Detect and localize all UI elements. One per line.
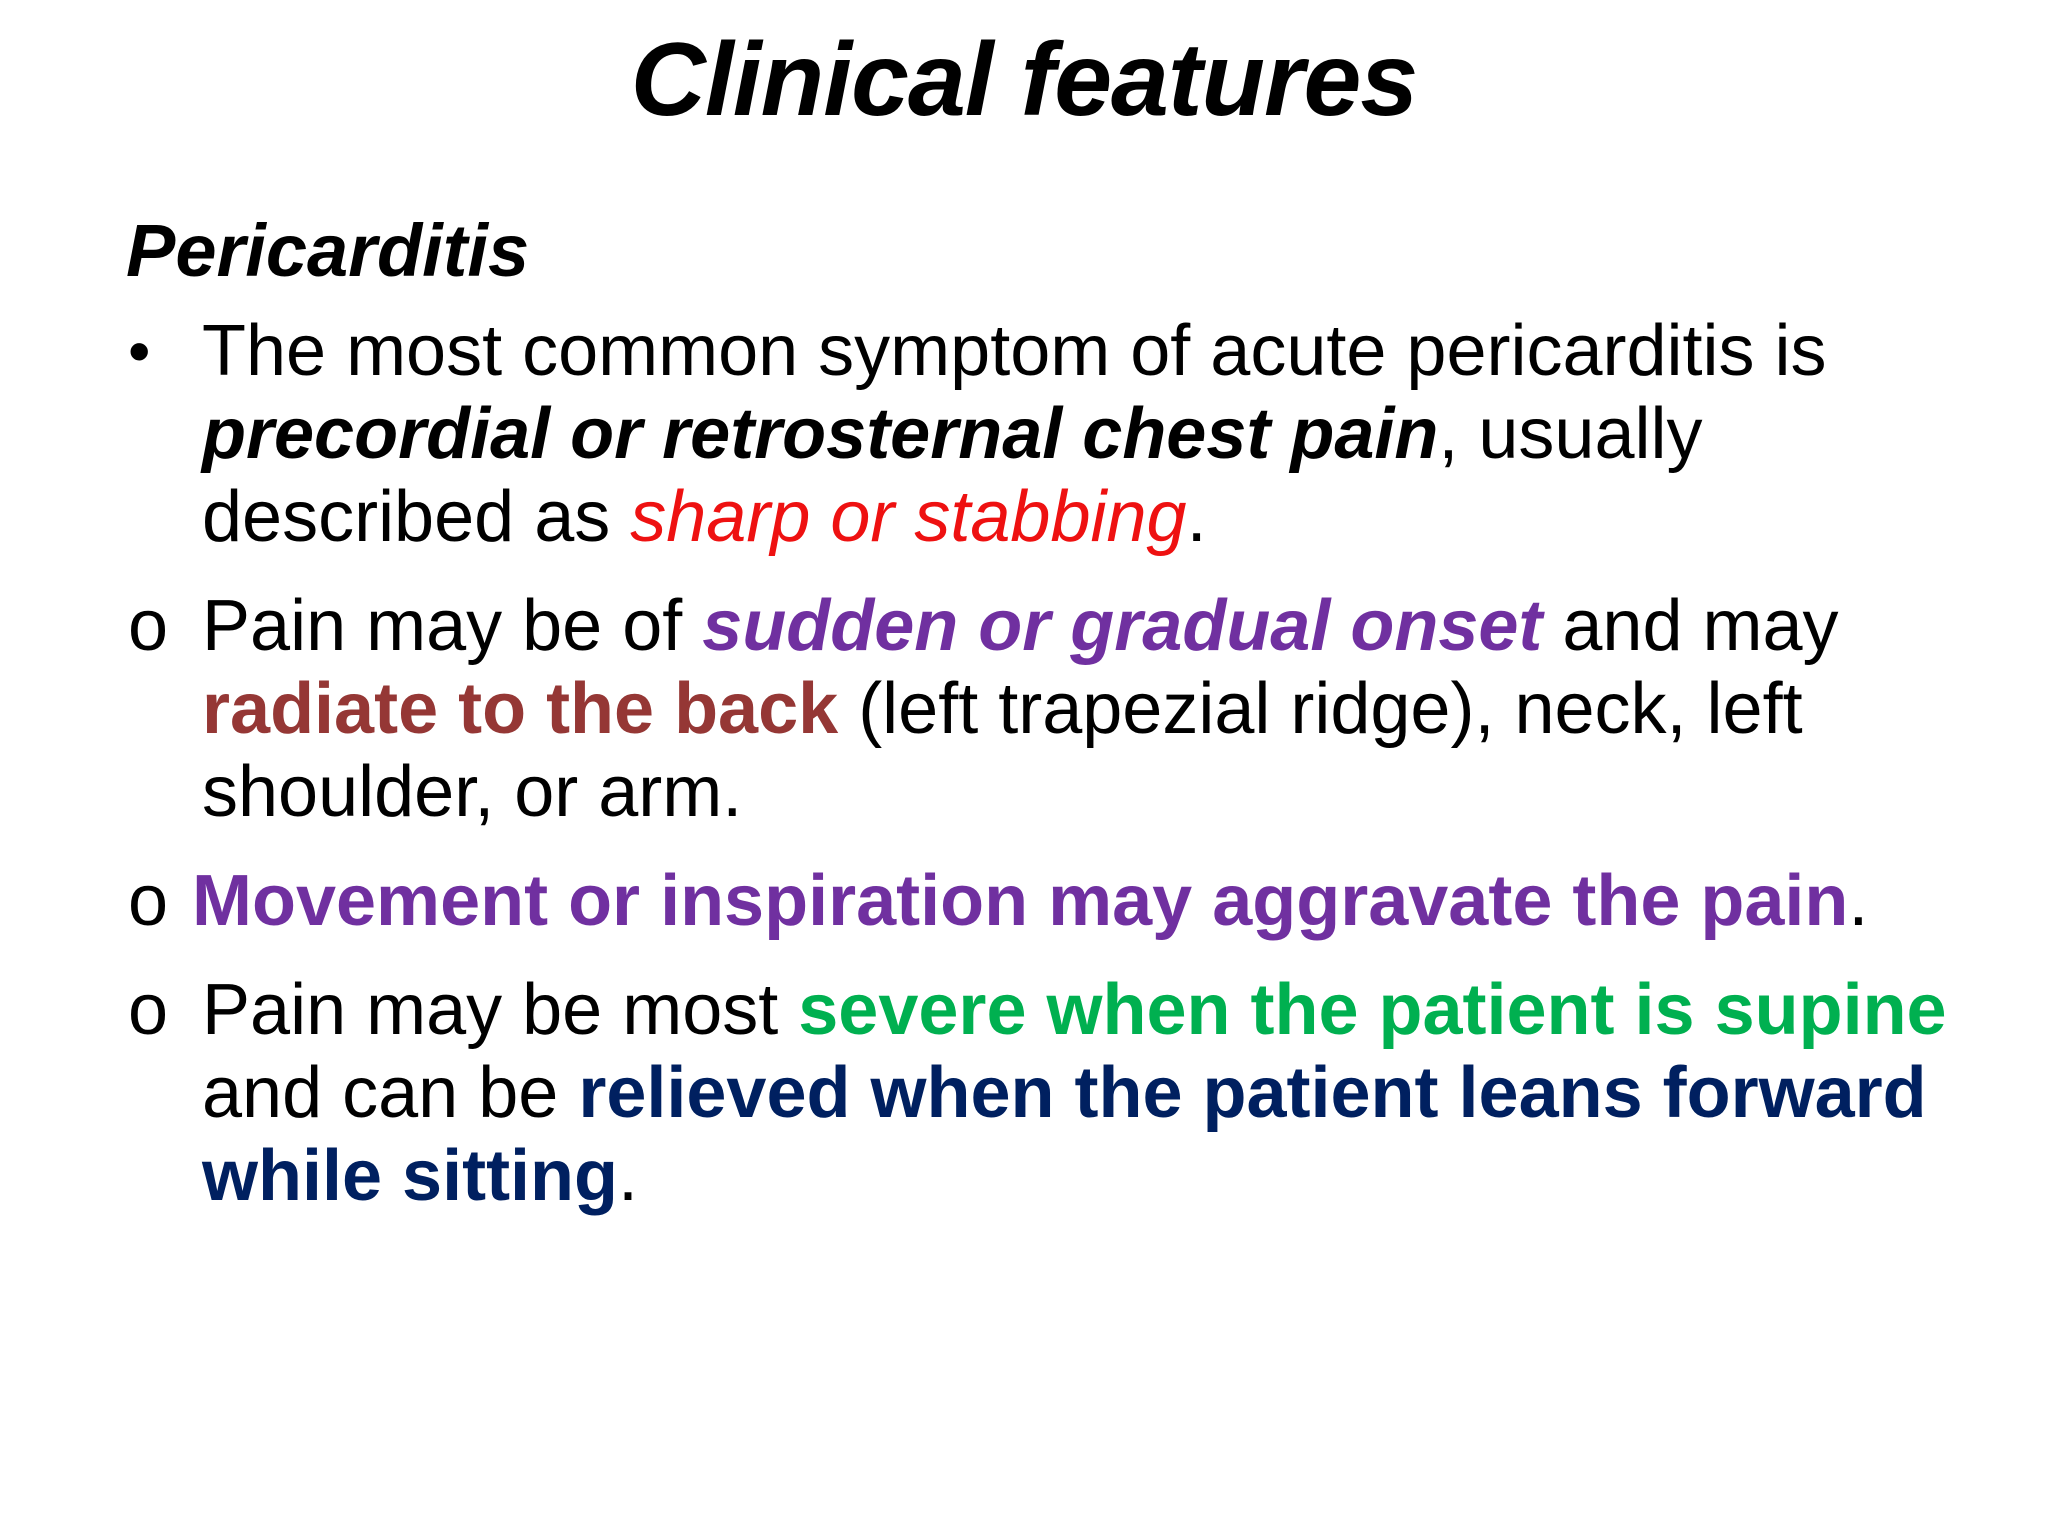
emphasis-chest-pain: precordial or retrosternal chest pain xyxy=(202,394,1439,474)
item-text: and can be xyxy=(202,1053,579,1133)
list-item xyxy=(126,310,1956,559)
emphasis-leans-forward: relieved when the patient leans forward while sitting xyxy=(202,1053,1927,1216)
slide-title: Clinical features xyxy=(630,22,1418,138)
item-text: Pain may be of xyxy=(202,586,703,666)
item-text: (left trapezial ridge), neck, left shoulder, or arm. xyxy=(202,669,1803,832)
item-text: . xyxy=(618,1136,639,1216)
section-heading: Pericarditis xyxy=(126,209,530,292)
emphasis-sharp-stabbing: sharp or stabbing xyxy=(630,477,1187,557)
item-text: Pain may be most xyxy=(202,970,799,1050)
item-text: The most common symptom of acute pericarditis is xyxy=(202,311,1827,391)
bullet-marker: o xyxy=(128,970,169,1050)
item-text: . xyxy=(1186,477,1207,557)
emphasis-onset: sudden or gradual onset xyxy=(702,586,1543,666)
emphasis-radiate: radiate to the back xyxy=(202,669,839,749)
item-text: . xyxy=(1848,861,1869,941)
list-item xyxy=(126,585,1956,834)
emphasis-supine: severe when the patient is supine xyxy=(798,970,1947,1050)
item-text: and may xyxy=(1542,586,1839,666)
list-item xyxy=(126,969,1956,1218)
bullet-marker: o xyxy=(128,586,169,666)
item-text: , usually described as xyxy=(202,394,1703,557)
bullet-list xyxy=(126,310,1956,1244)
bullet-marker: o xyxy=(128,861,169,941)
list-item xyxy=(126,860,1956,943)
bullet-marker: • xyxy=(128,315,151,387)
emphasis-movement: Movement or inspiration may aggravate the pain xyxy=(192,861,1849,941)
